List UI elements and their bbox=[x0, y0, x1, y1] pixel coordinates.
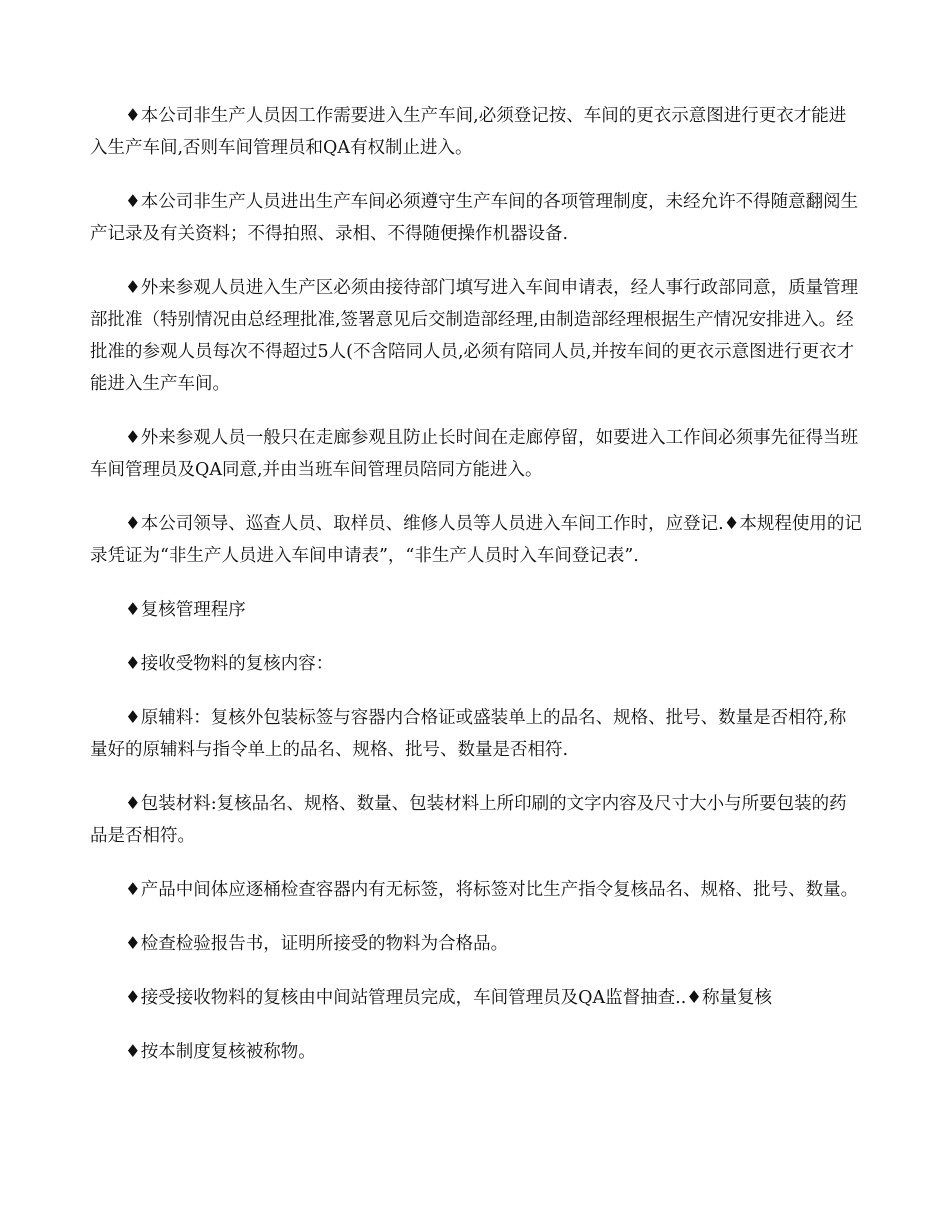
paragraph-6: ♦复核管理程序 bbox=[125, 600, 246, 620]
paragraph-11: ♦检查检验报告书，证明所接受的物料为合格品。 bbox=[125, 934, 509, 954]
paragraph-12: ♦接受接收物料的复核由中间站管理员完成，车间管理员及QA监督抽查..♦称量复核 bbox=[125, 988, 772, 1008]
paragraph-7: ♦接收受物料的复核内容： bbox=[125, 654, 334, 674]
paragraph-3: ♦外来参观人员进入生产区必须由接待部门填写进入车间申请表，经人事行政部同意，质量管理部批准（特别情况由总经理批准,签署意见后交制造部经理,由制造部经理根据生产情况安排进入。经批准的参观人员每次不得超过5人(不含陪同人员,必须有陪同人员,并按车间的更衣示意图进行更衣才能进入生产车间。 bbox=[90, 278, 859, 394]
paragraph-2: ♦本公司非生产人员进出生产车间必须遵守生产车间的各项管理制度，未经允许不得随意翻阅生产记录及有关资料；不得拍照、录相、不得随便操作机器设备. bbox=[90, 192, 859, 244]
paragraph-10: ♦产品中间体应逐桶检查容器内有无标签，将标签对比生产指令复核品名、规格、批号、数量。 bbox=[125, 880, 859, 900]
paragraph-4: ♦外来参观人员一般只在走廊参观且防止长时间在走廊停留，如要进入工作间必须事先征得当班车间管理员及QA同意,并由当班车间管理员陪同方能进入。 bbox=[90, 428, 859, 480]
document-body bbox=[90, 100, 862, 1090]
paragraph-8: ♦原辅料：复核外包装标签与容器内合格证或盛装单上的品名、规格、批号、数量是否相符,称量好的原辅料与指令单上的品名、规格、批号、数量是否相符. bbox=[90, 708, 847, 760]
paragraph-5: ♦本公司领导、巡查人员、取样员、维修人员等人员进入车间工作时，应登记.♦本规程使用的记录凭证为“非生产人员进入车间申请表”，“非生产人员时入车间登记表”. bbox=[90, 514, 862, 566]
paragraph-13: ♦按本制度复核被称物。 bbox=[125, 1042, 316, 1062]
paragraph-9: ♦包装材料:复核品名、规格、数量、包装材料上所印刷的文字内容及尺寸大小与所要包装的药品是否相符。 bbox=[90, 794, 847, 846]
paragraph-1: ♦本公司非生产人员因工作需要进入生产车间,必须登记按、车间的更衣示意图进行更衣才能进入生产车间,否则车间管理员和QA有权制止进入。 bbox=[90, 106, 847, 158]
